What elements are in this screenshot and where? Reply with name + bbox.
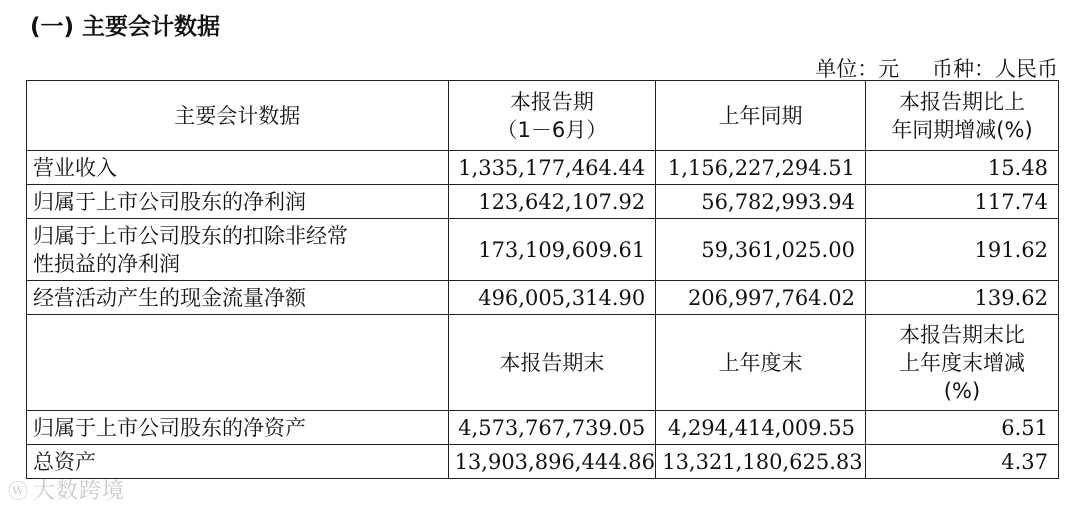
watermark xyxy=(8,474,125,505)
current-value: 496,005,314.90 xyxy=(448,281,656,315)
header-current-line: （1－6月） xyxy=(496,117,608,142)
change-value: 6.51 xyxy=(865,411,1058,445)
row-label xyxy=(27,281,449,315)
header-current xyxy=(448,81,656,151)
header-item: 主要会计数据 xyxy=(27,81,449,151)
change-value: 139.62 xyxy=(865,281,1058,315)
current-value: 4,573,767,739.05 xyxy=(448,411,656,445)
current-value: 123,642,107.92 xyxy=(448,185,656,219)
change-value: 15.48 xyxy=(865,151,1058,185)
current-value: 173,109,609.61 xyxy=(448,219,656,281)
header-row xyxy=(27,81,1059,151)
row-label xyxy=(27,185,449,219)
table-row xyxy=(27,281,1059,315)
row-label-line: 归属于上市公司股东的扣除非经常 xyxy=(33,223,348,248)
table-row xyxy=(27,185,1059,219)
row-label xyxy=(27,411,449,445)
change-value: 117.74 xyxy=(865,185,1058,219)
accounting-data-table xyxy=(26,80,1059,479)
row-label-line: 归属于上市公司股东的净利润 xyxy=(33,189,306,214)
table-row xyxy=(27,151,1059,185)
row-label-line: 归属于上市公司股东的净资产 xyxy=(33,415,306,440)
header-change xyxy=(865,81,1058,151)
previous-value: 56,782,993.94 xyxy=(656,185,866,219)
header-current-line: 本报告期 xyxy=(509,89,594,114)
row-label xyxy=(27,151,449,185)
change-value: 191.62 xyxy=(865,219,1058,281)
section-title: (一) 主要会计数据 xyxy=(30,14,221,40)
header-change-line: 本报告期末比 xyxy=(898,322,1025,347)
header-change-line: 年同期增减(%) xyxy=(891,117,1033,142)
previous-value: 13,321,180,625.83 xyxy=(656,445,866,479)
row-label xyxy=(27,219,449,281)
unit-line xyxy=(789,53,1058,83)
header-change-line: 本报告期比上 xyxy=(898,89,1025,114)
table-row xyxy=(27,445,1059,479)
header-previous: 上年度末 xyxy=(656,315,866,411)
header-item xyxy=(27,315,449,411)
header-current: 本报告期末 xyxy=(448,315,656,411)
watermark-text: 大数跨境 xyxy=(33,479,126,504)
previous-value: 206,997,764.02 xyxy=(656,281,866,315)
table-row xyxy=(27,219,1059,281)
previous-value: 4,294,414,009.55 xyxy=(656,411,866,445)
change-value: 4.37 xyxy=(865,445,1058,479)
row-label-line: 经营活动产生的现金流量净额 xyxy=(33,285,306,310)
header-previous: 上年同期 xyxy=(656,81,866,151)
header-change-line: (%) xyxy=(943,378,981,403)
header-row xyxy=(27,315,1059,411)
previous-value: 1,156,227,294.51 xyxy=(656,151,866,185)
currency-label: 币种：人民币 xyxy=(932,57,1058,81)
table-row xyxy=(27,411,1059,445)
previous-value: 59,361,025.00 xyxy=(656,219,866,281)
row-label-line: 总资产 xyxy=(33,449,96,474)
row-label-line: 营业收入 xyxy=(33,155,117,180)
current-value: 13,903,896,444.86 xyxy=(448,445,656,479)
unit-label: 单位：元 xyxy=(815,57,900,81)
weibo-icon: ⓦ xyxy=(8,479,29,503)
header-change-line: 上年度末增减 xyxy=(898,350,1025,375)
row-label-line: 性损益的净利润 xyxy=(33,251,180,276)
header-change xyxy=(865,315,1058,411)
current-value: 1,335,177,464.44 xyxy=(448,151,656,185)
